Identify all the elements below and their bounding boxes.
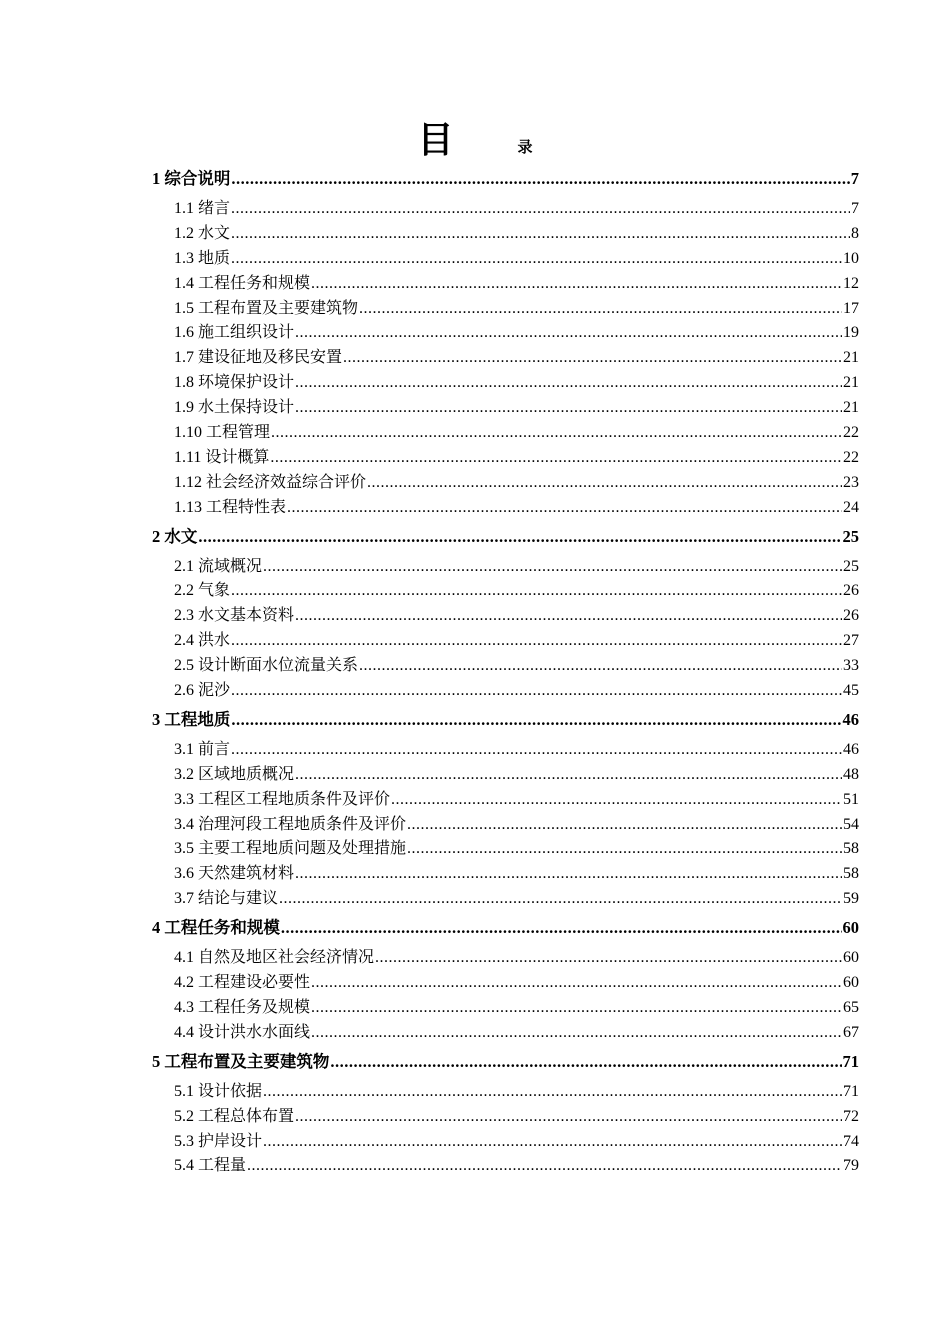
- title-sub: 录: [517, 138, 533, 156]
- toc-page-number: 59: [843, 890, 859, 908]
- toc-section-5-3[interactable]: [152, 1130, 859, 1155]
- toc-page-number: 65: [843, 998, 859, 1016]
- toc-section-1-10[interactable]: [152, 421, 859, 446]
- dot-leader: [375, 946, 842, 971]
- dot-leader: [281, 915, 842, 940]
- toc-section-label: 3.2 区域地质概况: [174, 765, 295, 783]
- toc-section-4-1[interactable]: [152, 946, 859, 971]
- toc-page-number: 26: [843, 582, 859, 600]
- toc-page-number: 79: [843, 1157, 859, 1175]
- toc-section-label: 2.2 气象: [174, 582, 231, 600]
- dot-leader: [198, 524, 841, 549]
- toc-section-label: 4.2 工程建设必要性: [174, 974, 311, 992]
- toc-page-number: 45: [843, 682, 859, 700]
- toc-section-1-6[interactable]: [152, 321, 859, 346]
- dot-leader: [247, 1154, 842, 1179]
- toc-page-number: 17: [843, 299, 859, 317]
- toc-section-label: 1.2 水文: [174, 224, 231, 242]
- toc-section-1-13[interactable]: [152, 496, 859, 521]
- toc-page-number: 12: [843, 274, 859, 292]
- toc-page-number: 54: [843, 815, 859, 833]
- toc-page-number: 19: [843, 324, 859, 342]
- toc-section-3-4[interactable]: [152, 813, 859, 838]
- toc-section-1-2[interactable]: [152, 222, 859, 247]
- table-of-contents: [152, 166, 859, 1179]
- toc-section-label: 2.3 水文基本资料: [174, 607, 295, 625]
- toc-section-label: 1.11 设计概算: [174, 448, 270, 466]
- toc-section-2-2[interactable]: [152, 579, 859, 604]
- toc-section-1-7[interactable]: [152, 346, 859, 371]
- toc-page-number: 21: [843, 374, 859, 392]
- toc-section-label: 3.4 治理河段工程地质条件及评价: [174, 815, 407, 833]
- dot-leader: [231, 579, 842, 604]
- toc-section-2-4[interactable]: [152, 629, 859, 654]
- toc-section-label: 4.1 自然及地区社会经济情况: [174, 949, 375, 967]
- toc-page-number: 25: [843, 557, 859, 575]
- toc-page-number: 72: [843, 1107, 859, 1125]
- dot-leader: [279, 887, 842, 912]
- toc-section-label: 3.1 前言: [174, 740, 231, 758]
- toc-section-2-3[interactable]: [152, 604, 859, 629]
- toc-section-label: 2.4 洪水: [174, 632, 231, 650]
- dot-leader: [231, 222, 850, 247]
- toc-section-5-2[interactable]: [152, 1105, 859, 1130]
- toc-section-label: 5.4 工程量: [174, 1157, 247, 1175]
- dot-leader: [231, 707, 841, 732]
- toc-chapter-label: 5 工程布置及主要建筑物: [152, 1051, 330, 1071]
- dot-leader: [295, 1105, 842, 1130]
- toc-section-label: 1.7 建设征地及移民安置: [174, 349, 343, 367]
- toc-section-label: 1.3 地质: [174, 249, 231, 267]
- toc-section-4-3[interactable]: [152, 996, 859, 1021]
- dot-leader: [263, 1080, 842, 1105]
- toc-page-number: 71: [842, 1051, 859, 1071]
- toc-page-number: 21: [843, 399, 859, 417]
- toc-section-label: 3.7 结论与建议: [174, 890, 279, 908]
- toc-section-1-3[interactable]: [152, 247, 859, 272]
- toc-section-1-12[interactable]: [152, 471, 859, 496]
- toc-page-number: 22: [843, 424, 859, 442]
- toc-page-number: 7: [850, 169, 859, 188]
- toc-chapter-1[interactable]: [152, 166, 859, 191]
- dot-leader: [311, 272, 842, 297]
- toc-section-label: 1.13 工程特性表: [174, 498, 287, 516]
- toc-page-number: 48: [843, 765, 859, 783]
- toc-section-label: 5.3 护岸设计: [174, 1132, 263, 1150]
- toc-chapter-label: 1 综合说明: [152, 169, 231, 188]
- toc-page-number: 46: [843, 740, 859, 758]
- toc-section-3-1[interactable]: [152, 738, 859, 763]
- page-title: [0, 112, 950, 163]
- toc-section-label: 1.5 工程布置及主要建筑物: [174, 299, 359, 317]
- toc-section-3-6[interactable]: [152, 862, 859, 887]
- dot-leader: [343, 346, 842, 371]
- toc-section-label: 1.8 环境保护设计: [174, 374, 295, 392]
- toc-section-1-5[interactable]: [152, 297, 859, 322]
- toc-page-number: 58: [843, 865, 859, 883]
- toc-page-number: 27: [843, 632, 859, 650]
- toc-section-3-7[interactable]: [152, 887, 859, 912]
- title-main: 目: [417, 119, 454, 161]
- toc-section-5-4[interactable]: [152, 1154, 859, 1179]
- dot-leader: [367, 471, 842, 496]
- toc-section-label: 1.9 水土保持设计: [174, 399, 295, 417]
- toc-page-number: 60: [842, 918, 859, 938]
- toc-page-number: 60: [843, 974, 859, 992]
- toc-page-number: 71: [843, 1082, 859, 1100]
- dot-leader: [231, 166, 849, 191]
- dot-leader: [263, 1130, 842, 1155]
- dot-leader: [330, 1049, 841, 1074]
- dot-leader: [311, 1021, 842, 1046]
- dot-leader: [287, 496, 842, 521]
- dot-leader: [271, 421, 842, 446]
- toc-section-3-5[interactable]: [152, 837, 859, 862]
- toc-section-label: 2.5 设计断面水位流量关系: [174, 657, 359, 675]
- dot-leader: [295, 396, 842, 421]
- toc-section-1-9[interactable]: [152, 396, 859, 421]
- toc-section-4-2[interactable]: [152, 971, 859, 996]
- toc-chapter-3[interactable]: [152, 707, 859, 732]
- toc-page-number: 51: [843, 790, 859, 808]
- dot-leader: [263, 555, 842, 580]
- dot-leader: [231, 247, 842, 272]
- toc-section-5-1[interactable]: [152, 1080, 859, 1105]
- dot-leader: [359, 654, 842, 679]
- dot-leader: [231, 679, 842, 704]
- toc-section-2-5[interactable]: [152, 654, 859, 679]
- toc-chapter-2[interactable]: [152, 524, 859, 549]
- toc-section-3-2[interactable]: [152, 763, 859, 788]
- dot-leader: [311, 971, 842, 996]
- dot-leader: [311, 996, 842, 1021]
- toc-chapter-label: 3 工程地质: [152, 709, 231, 729]
- toc-section-1-11[interactable]: [152, 446, 859, 471]
- toc-section-3-3[interactable]: [152, 788, 859, 813]
- toc-section-label: 5.2 工程总体布置: [174, 1107, 295, 1125]
- toc-section-label: 4.3 工程任务及规模: [174, 998, 311, 1016]
- dot-leader: [231, 738, 842, 763]
- toc-chapter-label: 4 工程任务和规模: [152, 918, 280, 938]
- toc-section-label: 1.6 施工组织设计: [174, 324, 295, 342]
- toc-page-number: 26: [843, 607, 859, 625]
- toc-section-label: 2.6 泥沙: [174, 682, 231, 700]
- toc-section-2-6[interactable]: [152, 679, 859, 704]
- toc-page-number: 23: [843, 473, 859, 491]
- toc-section-label: 1.10 工程管理: [174, 424, 271, 442]
- toc-page-number: 67: [843, 1023, 859, 1041]
- toc-section-label: 4.4 设计洪水水面线: [174, 1023, 311, 1041]
- dot-leader: [295, 763, 842, 788]
- toc-chapter-label: 2 水文: [152, 526, 198, 546]
- toc-page-number: 58: [843, 840, 859, 858]
- toc-section-4-4[interactable]: [152, 1021, 859, 1046]
- toc-section-label: 1.4 工程任务和规模: [174, 274, 311, 292]
- toc-page-number: 22: [843, 448, 859, 466]
- toc-section-label: 1.1 绪言: [174, 200, 231, 217]
- toc-page-number: 7: [851, 200, 859, 217]
- toc-page-number: 46: [842, 709, 859, 729]
- dot-leader: [391, 788, 842, 813]
- dot-leader: [231, 629, 842, 654]
- toc-chapter-4[interactable]: [152, 915, 859, 940]
- toc-section-label: 1.12 社会经济效益综合评价: [174, 473, 367, 491]
- toc-section-label: 3.5 主要工程地质问题及处理措施: [174, 840, 407, 858]
- toc-page-number: 21: [843, 349, 859, 367]
- toc-page-number: 8: [851, 224, 859, 242]
- toc-section-1-8[interactable]: [152, 371, 859, 396]
- toc-page-number: 60: [843, 949, 859, 967]
- toc-section-label: 3.6 天然建筑材料: [174, 865, 295, 883]
- toc-section-label: 2.1 流域概况: [174, 557, 263, 575]
- dot-leader: [407, 813, 842, 838]
- dot-leader: [231, 197, 850, 222]
- dot-leader: [295, 604, 842, 629]
- toc-section-label: 3.3 工程区工程地质条件及评价: [174, 790, 391, 808]
- toc-section-2-1[interactable]: [152, 555, 859, 580]
- dot-leader: [295, 321, 842, 346]
- toc-section-1-1[interactable]: [152, 197, 859, 222]
- toc-page-number: 24: [843, 498, 859, 516]
- toc-page-number: 10: [843, 249, 859, 267]
- dot-leader: [270, 446, 842, 471]
- toc-section-label: 5.1 设计依据: [174, 1082, 263, 1100]
- toc-section-1-4[interactable]: [152, 272, 859, 297]
- toc-page-number: 74: [843, 1132, 859, 1150]
- dot-leader: [407, 837, 842, 862]
- dot-leader: [295, 862, 842, 887]
- dot-leader: [359, 297, 842, 322]
- toc-page-number: 33: [843, 657, 859, 675]
- dot-leader: [295, 371, 842, 396]
- toc-chapter-5[interactable]: [152, 1049, 859, 1074]
- toc-page-number: 25: [842, 526, 859, 546]
